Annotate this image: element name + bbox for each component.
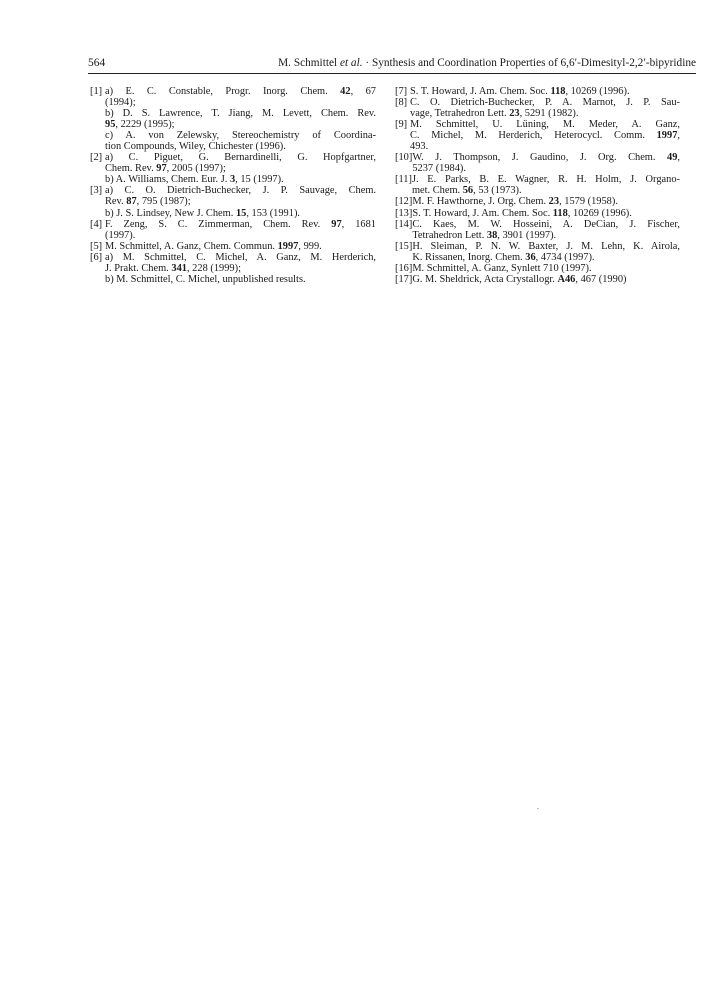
reference-item bbox=[395, 274, 680, 285]
reference-line: c) A. von Zelewsky, Stereochemistry of Coordina- bbox=[105, 130, 376, 142]
reference-number: [16] bbox=[395, 262, 413, 274]
reference-line: W. J. Thompson, J. Gaudino, J. Org. Chem. 49, bbox=[412, 152, 680, 164]
reference-line: vage, Tetrahedron Lett. 23, 5291 (1982). bbox=[410, 108, 579, 120]
reference-line: b) J. S. Lindsey, New J. Chem. 15, 153 (1991). bbox=[105, 207, 301, 219]
reference-line: C. Kaes, M. W. Hosseini, A. DeCian, J. Fischer, bbox=[412, 218, 680, 230]
reference-text bbox=[412, 196, 680, 207]
reference-item bbox=[395, 174, 680, 196]
reference-item bbox=[90, 152, 376, 185]
reference-item bbox=[395, 241, 680, 263]
reference-item bbox=[395, 263, 680, 274]
reference-item bbox=[395, 219, 680, 241]
reference-text bbox=[412, 241, 680, 263]
reference-line: met. Chem. 56, 53 (1973). bbox=[411, 185, 522, 197]
reference-line: J. Prakt. Chem. 341, 228 (1999); bbox=[105, 262, 241, 274]
reference-line: (1994); bbox=[105, 97, 136, 109]
reference-text bbox=[410, 97, 680, 119]
reference-line: M. Schmittel, A. Ganz, Chem. Commun. 1997, 999. bbox=[105, 240, 322, 252]
reference-number: [2] bbox=[90, 152, 103, 164]
reference-line: F. Zeng, S. C. Zimmerman, Chem. Rev. 97, 1681 bbox=[105, 218, 376, 230]
reference-number: [15] bbox=[395, 240, 413, 252]
reference-line: 95, 2229 (1995); bbox=[105, 119, 175, 131]
reference-line: a) E. C. Constable, Progr. Inorg. Chem. 42, 67 bbox=[105, 86, 376, 97]
reference-text bbox=[105, 152, 376, 185]
reference-number: [8] bbox=[395, 97, 408, 109]
reference-line: b) D. S. Lawrence, T. Jiang, M. Levett, Chem. Rev. bbox=[105, 108, 376, 120]
reference-text bbox=[412, 219, 680, 241]
reference-text bbox=[412, 174, 680, 196]
reference-text bbox=[105, 241, 376, 252]
reference-number: [6] bbox=[90, 251, 103, 263]
speck bbox=[537, 808, 539, 809]
reference-text bbox=[105, 252, 376, 285]
reference-item bbox=[395, 196, 680, 207]
reference-line: S. T. Howard, J. Am. Chem. Soc. 118, 10269 (1996). bbox=[410, 86, 630, 97]
running-title-authors: M. Schmittel bbox=[278, 57, 340, 69]
reference-line: S. T. Howard, J. Am. Chem. Soc. 118, 10269 (1996). bbox=[412, 207, 632, 219]
reference-item bbox=[90, 185, 376, 218]
reference-number: [9] bbox=[395, 119, 408, 131]
reference-item bbox=[395, 152, 680, 174]
reference-line: M. F. Hawthorne, J. Org. Chem. 23, 1579 (1958). bbox=[412, 196, 618, 208]
reference-number: [12] bbox=[395, 196, 413, 208]
reference-text bbox=[105, 185, 376, 218]
running-header bbox=[88, 56, 696, 74]
reference-number: [14] bbox=[395, 218, 413, 230]
reference-line: 493. bbox=[410, 141, 429, 153]
reference-item bbox=[90, 241, 376, 252]
reference-number: [1] bbox=[90, 86, 103, 97]
reference-line: Rev. 87, 795 (1987); bbox=[105, 196, 191, 208]
reference-line: a) C. O. Dietrich-Buchecker, J. P. Sauvage, Chem. bbox=[105, 185, 376, 197]
reference-item bbox=[395, 119, 680, 152]
reference-line: M. Schmittel, U. Lüning, M. Meder, A. Ganz, bbox=[410, 119, 680, 131]
reference-text bbox=[412, 208, 680, 219]
reference-text bbox=[410, 119, 680, 152]
reference-text bbox=[105, 86, 376, 152]
reference-line: C. O. Dietrich-Buchecker, P. A. Marnot, J. P. Sau- bbox=[410, 97, 680, 109]
reference-item bbox=[90, 86, 376, 152]
reference-number: [4] bbox=[90, 218, 103, 230]
reference-number: [13] bbox=[395, 207, 413, 219]
reference-item bbox=[395, 208, 680, 219]
reference-line: tion Compounds, Wiley, Chichester (1996). bbox=[105, 141, 286, 153]
running-title bbox=[278, 56, 696, 70]
reference-number: [5] bbox=[90, 240, 103, 252]
reference-line: a) M. Schmittel, C. Michel, A. Ganz, M. Herderich, bbox=[105, 251, 376, 263]
references-right-column bbox=[395, 86, 680, 285]
running-title-text: · Synthesis and Coordination Properties of 6,6′-Dimesityl-2,2′-bipyridine bbox=[362, 57, 696, 69]
page-number: 564 bbox=[88, 57, 106, 69]
reference-text bbox=[412, 263, 680, 274]
reference-line: K. Rissanen, Inorg. Chem. 36, 4734 (1997). bbox=[412, 251, 595, 263]
reference-line: a) C. Piguet, G. Bernardinelli, G. Hopfgartner, bbox=[105, 152, 376, 164]
reference-number: [3] bbox=[90, 185, 103, 197]
reference-line: C. Michel, M. Herderich, Heterocycl. Comm. 1997, bbox=[410, 130, 680, 142]
reference-line: 5237 (1984). bbox=[412, 163, 466, 175]
reference-number: [17] bbox=[395, 273, 413, 285]
reference-number: [7] bbox=[395, 86, 408, 97]
reference-text bbox=[410, 86, 680, 97]
reference-line: (1997). bbox=[105, 229, 136, 241]
reference-line: J. E. Parks, B. E. Wagner, R. H. Holm, J. Organo- bbox=[411, 174, 680, 186]
reference-line: Tetrahedron Lett. 38, 3901 (1997). bbox=[412, 229, 557, 241]
reference-item bbox=[395, 97, 680, 119]
reference-line: M. Schmittel, A. Ganz, Synlett 710 (1997). bbox=[412, 262, 592, 274]
reference-item bbox=[395, 86, 680, 97]
reference-text bbox=[412, 152, 680, 174]
running-title-etal: et al. bbox=[339, 57, 363, 69]
reference-line: Chem. Rev. 97, 2005 (1997); bbox=[105, 163, 226, 175]
reference-line: G. M. Sheldrick, Acta Crystallogr. A46, 467 (1990) bbox=[412, 273, 627, 285]
reference-text bbox=[412, 274, 680, 285]
reference-line: b) M. Schmittel, C. Michel, unpublished results. bbox=[105, 273, 306, 285]
reference-line: H. Sleiman, P. N. W. Baxter, J. M. Lehn, K. Airola, bbox=[412, 240, 680, 252]
references-left-column bbox=[90, 86, 376, 285]
reference-line: b) A. Williams, Chem. Eur. J. 3, 15 (1997). bbox=[105, 174, 284, 186]
reference-text bbox=[105, 219, 376, 241]
reference-number: [11] bbox=[395, 174, 412, 186]
reference-number: [10] bbox=[395, 152, 413, 164]
reference-item bbox=[90, 252, 376, 285]
reference-item bbox=[90, 219, 376, 241]
